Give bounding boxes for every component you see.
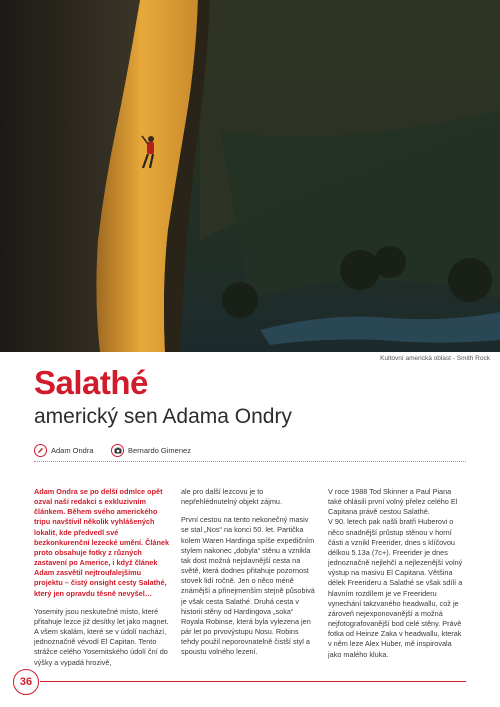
pen-icon xyxy=(34,444,47,457)
body-paragraph: ale pro další lezcovu je to nepřehlédnutelný objekt zájmu. xyxy=(181,487,283,507)
body-paragraph: Yosemity jsou neskutečné místo, které přitahuje lezce již desítky let jako magnet. A všem skalám, které se v údolí nachází, jednoznačně vévodí El Capitan. Tento strážce celého Yosemitského údolí ční do výšky a vypadá hrozivě, xyxy=(34,606,169,667)
lead-paragraph: Adam Ondra se po delší odmlce opět ozval naší redakci s exkluzivním článkem. Během svého amerického tripu navštívil několik vyhlášených lokalit, kde předvedl své bezkonkurenční lezecké umění. Článek proto obsahuje fotky z různých zastavení po Americe, i když článek Adam zasvětil nejtroufalejšímu projektu – čistý onsight cesty Salathé, který jen opravdu těsně nevyšel… xyxy=(34,487,170,598)
camera-icon xyxy=(111,444,124,457)
photographer-name: Bernardo Gimenez xyxy=(128,446,191,455)
page-number: 36 xyxy=(13,669,39,695)
article-subtitle: americký sen Adama Ondry xyxy=(34,405,292,428)
author-credit xyxy=(34,444,94,457)
body-paragraph: V 90. letech pak našli bratři Huberovi o něco snadnější průstup stěnou v horní části a vznikl Freerider, dnes s klíčovou délkou 5.13a (7c+). Freerider je dnes jednoznačně nejlehčí a nejlezenější volný výstup na masivu El Capitana. Většina délek Freerideru a Salathé se však sdílí a hlavním rozdílem je ve Freerideru vynechání takzvaného headwallu, což je zároveň nejexponovanější a možná nejfotografovanější bod celé stěny. Právě fotka od Heinze Zaka v headwallu, kterak v něm leze Alex Huber, mě inspirovala jako malého kluka. xyxy=(328,517,463,659)
hero-photo xyxy=(0,0,500,352)
cliff-scene-illustration xyxy=(0,0,500,352)
text-column-1 xyxy=(34,487,171,676)
body-paragraph: V roce 1988 Tod Skinner a Paul Piana také ohlásili první volný přelez celého El Capitana právě cestou Salathé. xyxy=(328,487,458,517)
photo-caption: Kultovní americká oblast - Smith Rock xyxy=(380,355,490,362)
article-title: Salathé xyxy=(34,364,148,401)
photographer-credit xyxy=(111,444,191,457)
text-column-3 xyxy=(328,487,465,668)
text-column-2 xyxy=(181,487,318,666)
body-paragraph: První cestou na tento nekonečný masiv se stal „Nos“ na konci 50. let. Partička kolem Waren Hardinga spíše expedičním stylem nakonec „dobyla“ stěnu a vznikla tak dost možná nejslavnější cesta na světě, která dodnes přitahuje pozornost stovek lidí ročně. Jen o něco méně známější a přinejmenším stejně působivá je však cesta Salathé. Druhá cesta v historii stěny od Hardingova „soka“ Royala Robinse, která byla vylezena jen pár let po prvovýstupu Nosu. Robins tehdy použil neporovnatelně čistší styl a spoustu volného lezení. xyxy=(181,515,315,657)
author-name: Adam Ondra xyxy=(51,446,94,455)
footer-rule xyxy=(40,681,466,682)
credit-divider xyxy=(34,461,466,462)
